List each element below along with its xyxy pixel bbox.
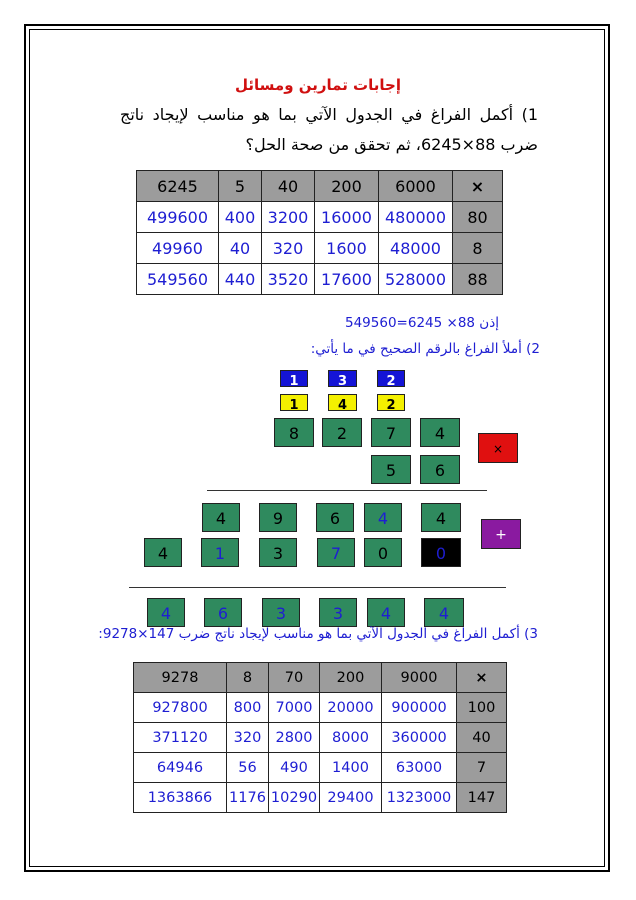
table-cell: 20000	[320, 693, 382, 723]
table-cell: 48000	[379, 233, 453, 264]
table-header-cell: 5	[219, 171, 262, 202]
digit-box: 4	[147, 598, 185, 627]
times-header-cell: ×	[457, 663, 507, 693]
table-cell: 360000	[382, 723, 457, 753]
table-header-cell: 6000	[379, 171, 453, 202]
digit-box: 8	[274, 418, 314, 447]
carry-box-blue: 3	[328, 370, 357, 387]
table-header-cell: 8	[227, 663, 269, 693]
divider-line	[207, 490, 487, 491]
times-sign-box: ×	[478, 433, 518, 463]
carry-box-yellow: 1	[280, 394, 308, 411]
table-cell: 7000	[269, 693, 320, 723]
table-row	[134, 693, 507, 723]
table-header-cell: 200	[320, 663, 382, 693]
table-header-cell: 9278	[134, 663, 227, 693]
table-header-cell: 200	[315, 171, 379, 202]
table-cell: 40	[219, 233, 262, 264]
table-cell: 2800	[269, 723, 320, 753]
table-cell: 29400	[320, 783, 382, 813]
table-cell: 63000	[382, 753, 457, 783]
digit-box: 9	[259, 503, 297, 532]
carry-box-yellow: 4	[328, 394, 357, 411]
digit-box: 7	[317, 538, 355, 567]
table-row	[137, 202, 503, 233]
table-cell: 16000	[315, 202, 379, 233]
multiplier-cell: 80	[453, 202, 503, 233]
table-cell: 1600	[315, 233, 379, 264]
table-row	[134, 783, 507, 813]
table-cell: 927800	[134, 693, 227, 723]
carry-box-blue: 1	[280, 370, 308, 387]
table-cell: 371120	[134, 723, 227, 753]
table-header-row	[137, 171, 503, 202]
divider-line	[129, 587, 506, 588]
table-row	[137, 264, 503, 295]
table-header-cell: 70	[269, 663, 320, 693]
table-header-cell: 40	[262, 171, 315, 202]
table-cell: 528000	[379, 264, 453, 295]
multiplier-cell: 7	[457, 753, 507, 783]
digit-box: 3	[259, 538, 297, 567]
times-header-cell: ×	[453, 171, 503, 202]
table-cell: 800	[227, 693, 269, 723]
multiplier-cell: 147	[457, 783, 507, 813]
question-3: 3) أكمل الفراغ في الجدول الآتي بما هو مناسب لإيجاد ناتج ضرب 147×9278:	[98, 626, 538, 642]
multiplier-cell: 100	[457, 693, 507, 723]
table-header-cell: 9000	[382, 663, 457, 693]
digit-box: 0	[364, 538, 402, 567]
digit-box: 3	[262, 598, 300, 627]
page-title: إجابات تمارين ومسائل	[235, 76, 401, 94]
digit-box: 3	[319, 598, 357, 627]
digit-box: 6	[420, 455, 460, 484]
digit-box: 6	[316, 503, 354, 532]
multiplier-cell: 40	[457, 723, 507, 753]
table-cell: 900000	[382, 693, 457, 723]
multiplication-table-1	[136, 170, 503, 295]
digit-box: 1	[201, 538, 239, 567]
plus-sign-box: +	[481, 519, 521, 549]
digit-box: 7	[371, 418, 411, 447]
table-header-cell: 6245	[137, 171, 219, 202]
table-cell: 480000	[379, 202, 453, 233]
digit-box: 5	[371, 455, 411, 484]
table-cell: 64946	[134, 753, 227, 783]
table-cell: 320	[227, 723, 269, 753]
digit-box: 0	[421, 538, 461, 567]
table-cell: 1400	[320, 753, 382, 783]
question-1: 1) أكمل الفراغ في الجدول الآتي بما هو مناسب لإيجاد ناتج ضرب 88×6245، ثم تحقق من صحة الحل؟	[120, 105, 538, 154]
table-cell: 1176	[227, 783, 269, 813]
digit-box: 4	[367, 598, 405, 627]
table-row	[134, 723, 507, 753]
question-2: 2) أملأ الفراغ بالرقم الصحيح في ما يأتي:	[310, 341, 540, 357]
table-header-row	[134, 663, 507, 693]
result-statement: إذن 88× 6245=549560	[345, 315, 499, 331]
table-cell: 549560	[137, 264, 219, 295]
table-cell: 1363866	[134, 783, 227, 813]
table-cell: 490	[269, 753, 320, 783]
digit-box: 4	[364, 503, 402, 532]
multiplier-cell: 88	[453, 264, 503, 295]
table-cell: 3200	[262, 202, 315, 233]
table-cell: 49960	[137, 233, 219, 264]
digit-box: 4	[202, 503, 240, 532]
carry-box-yellow: 2	[377, 394, 405, 411]
table-cell: 17600	[315, 264, 379, 295]
table-cell: 499600	[137, 202, 219, 233]
multiplication-table-2	[133, 662, 507, 813]
digit-box: 6	[204, 598, 242, 627]
table-cell: 10290	[269, 783, 320, 813]
table-cell: 320	[262, 233, 315, 264]
table-cell: 56	[227, 753, 269, 783]
table-cell: 440	[219, 264, 262, 295]
multiplier-cell: 8	[453, 233, 503, 264]
carry-box-blue: 2	[377, 370, 405, 387]
table-cell: 400	[219, 202, 262, 233]
digit-box: 2	[322, 418, 362, 447]
table-cell: 3520	[262, 264, 315, 295]
digit-box: 4	[144, 538, 182, 567]
digit-box: 4	[420, 418, 460, 447]
table-row	[134, 753, 507, 783]
digit-box: 4	[424, 598, 464, 627]
table-row	[137, 233, 503, 264]
digit-box: 4	[421, 503, 461, 532]
table-cell: 1323000	[382, 783, 457, 813]
table-cell: 8000	[320, 723, 382, 753]
